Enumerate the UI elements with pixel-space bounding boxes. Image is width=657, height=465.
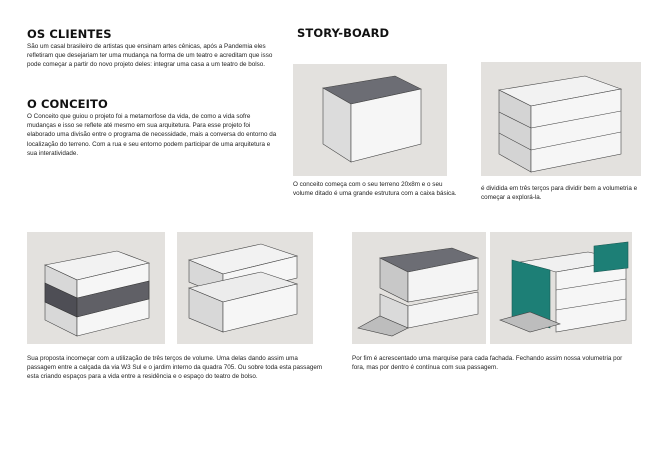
storyboard-image-5 <box>352 232 486 344</box>
storyboard-title: STORY-BOARD <box>297 26 390 40</box>
storyboard-image-1 <box>293 64 447 176</box>
storyboard-image-6 <box>490 232 632 344</box>
storyboard-caption-3: Sua proposta incomeçar com a utilização de três terços de volume. Uma delas dando assim uma passagem entre a calçada da via W3 Sul e o jardim interno da quadra 705. Ou sobre toda esta passagem esta criando espaços para a vida entre a residência e o espaço do teatro de bolso. <box>27 355 323 381</box>
storyboard-image-4 <box>177 232 313 344</box>
clients-body: São um casal brasileiro de artistas que ensinam artes cênicas, após a Pandemia eles refletiram que desejariam ter uma mudança na forma de um teatro e acreditam que isso pode começar a partir do novo projeto deles: integrar uma casa a um teatro de bolso. <box>27 43 273 69</box>
storyboard-caption-1: O conceito começa com o seu terreno 20x8m e o seu volume ditado é uma grande estrutura com a caixa básica. <box>293 181 457 198</box>
storyboard-caption-2: é dividida em três terços para dividir bem a volumetria e começar a explorá-la. <box>481 185 638 202</box>
storyboard-caption-4: Por fim é acrescentado uma marquise para cada fachada. Fechando assim nossa volumetria por fora, mas por dentro é contínua com sua passagem. <box>352 355 623 372</box>
storyboard-image-3 <box>27 232 165 344</box>
concept-body: O Conceito que guiou o projeto foi a metamorfose da vida, de como a vida sofre mudanças e isso se reflete até mesmo em sua arquitetura. Para esse projeto foi elaborado uma divisão entre o programa de necessidade, mais a conversa do entorno da localização do terreno. Com a rua e seu entorno podem participar de uma arquitetura e sua interatividade. <box>27 113 277 157</box>
concept-title: O CONCEITO <box>27 97 108 111</box>
clients-title: OS CLIENTES <box>27 27 112 41</box>
storyboard-image-2 <box>481 62 641 176</box>
